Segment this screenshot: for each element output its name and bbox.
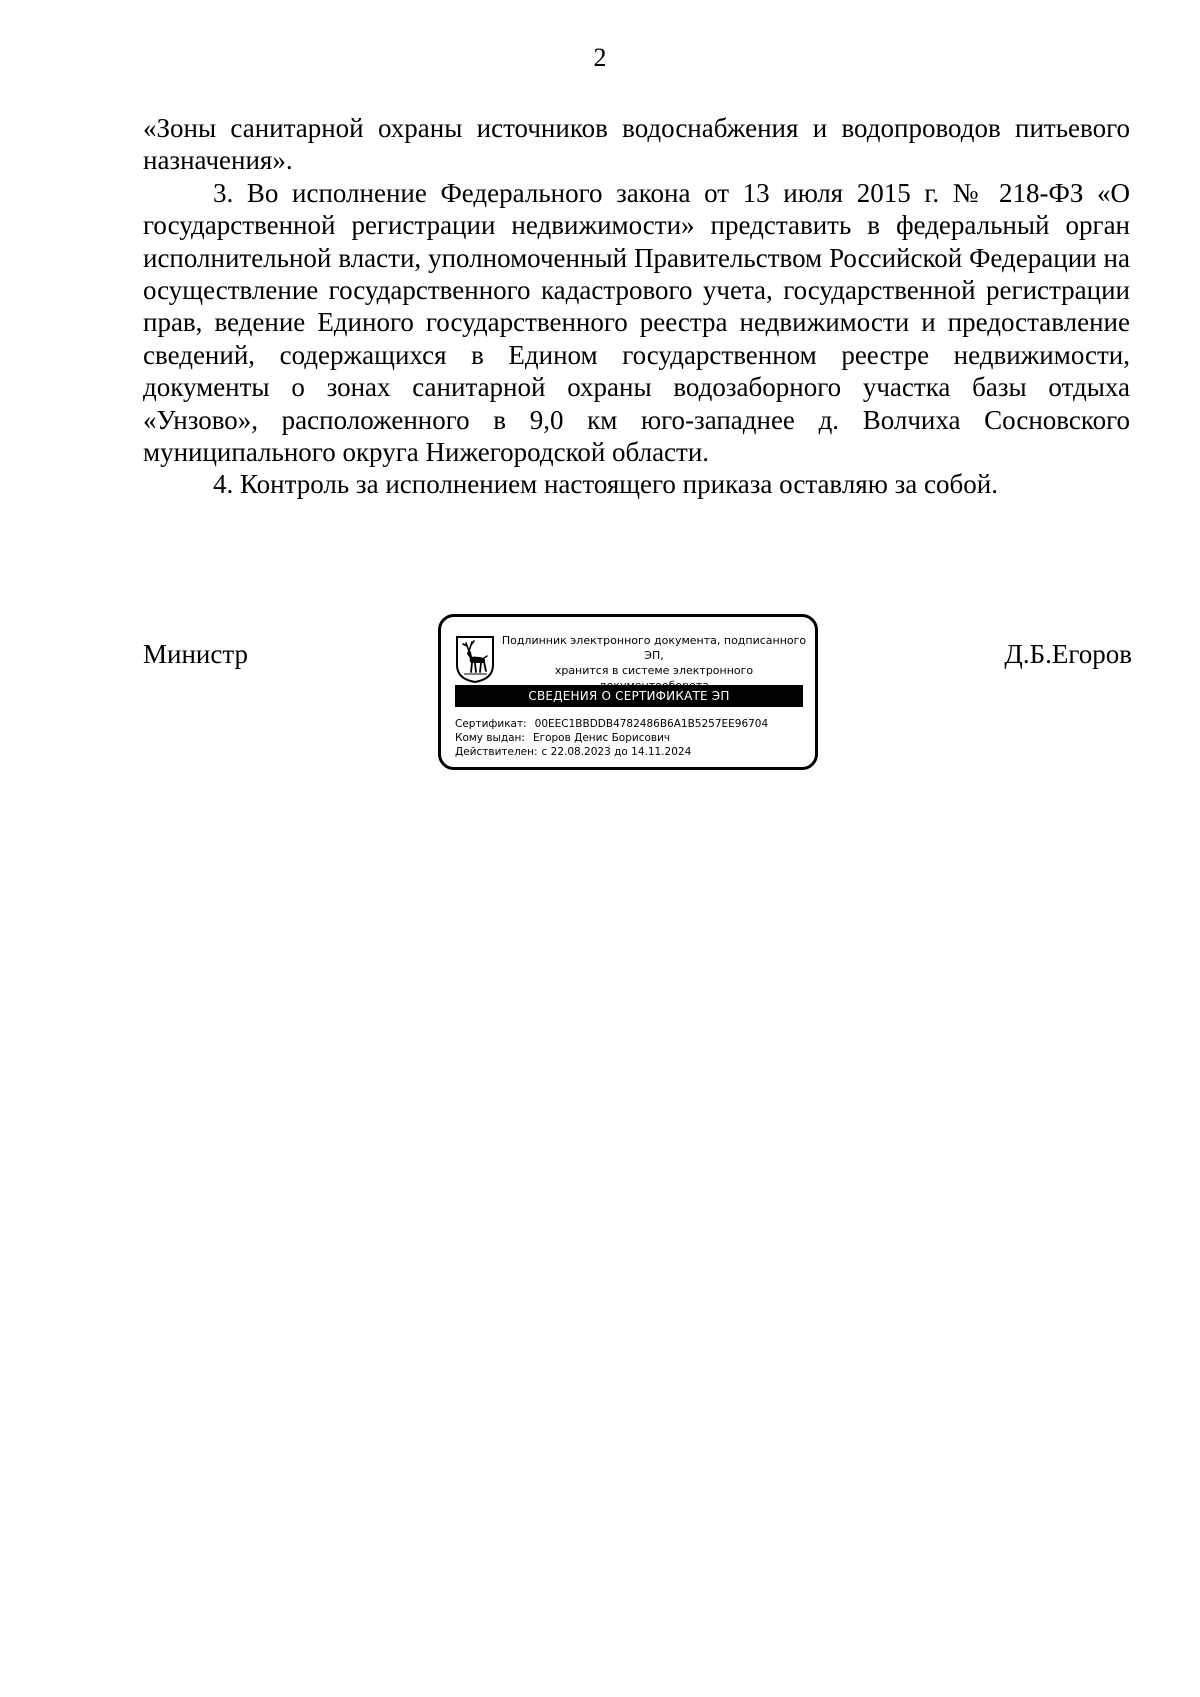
certificate-row	[455, 717, 805, 731]
page-number: 2	[593, 43, 607, 72]
paragraph-3-registration: 3. Во исполнение Федерального закона от 13 июля 2015 г. № 218-ФЗ «О государственной регистрации недвижимости» представить в федеральный орган исполнительной власти, уполномоченный Правительством Российской Федерации на осуществление государственного кадастрового учета, государственной регистрации прав, ведение Единого государственного реестра недвижимости и предоставление сведений, содержащихся в Едином государственном реестре недвижимости, документы о зонах санитарной охраны водозаборного участка базы отдыха «Унзово», расположенного в 9,0 км юго-западнее д. Волчиха Сосновского муниципального округа Нижегородской области.	[143, 177, 1130, 468]
certificate-header: СВЕДЕНИЯ О СЕРТИФИКАТЕ ЭП	[455, 685, 803, 707]
certificate-value: 00EEC1BBDDB4782486B6A1B5257EE96704	[534, 718, 769, 730]
certificate-label: Сертификат:	[455, 718, 527, 730]
validity-row	[455, 745, 805, 759]
deer-emblem-icon	[455, 635, 495, 683]
signer-title: Министр	[143, 639, 248, 669]
electronic-signature-stamp	[438, 614, 818, 770]
stamp-note	[499, 633, 809, 693]
validity-label: Действителен:	[455, 746, 538, 758]
stamp-note-line-1: Подлинник электронного документа, подписанного ЭП,	[501, 634, 807, 662]
signer-name: Д.Б.Егоров	[1004, 639, 1132, 669]
paragraph-4-control: 4. Контроль за исполнением настоящего приказа оставляю за собой.	[213, 469, 998, 500]
stamp-note-line-2: хранится в системе электронного	[554, 664, 754, 677]
issued-to-row	[455, 731, 805, 745]
validity-value: с 22.08.2023 до 14.11.2024	[541, 746, 692, 758]
certificate-details	[455, 717, 805, 759]
document-body	[143, 112, 1130, 501]
paragraph-zones-title: «Зоны санитарной охраны источников водоснабжения и водопроводов питьевого назначения».	[143, 113, 1130, 176]
issued-to-label: Кому выдан:	[455, 732, 525, 744]
issued-to-value: Егоров Денис Борисович	[532, 732, 671, 744]
